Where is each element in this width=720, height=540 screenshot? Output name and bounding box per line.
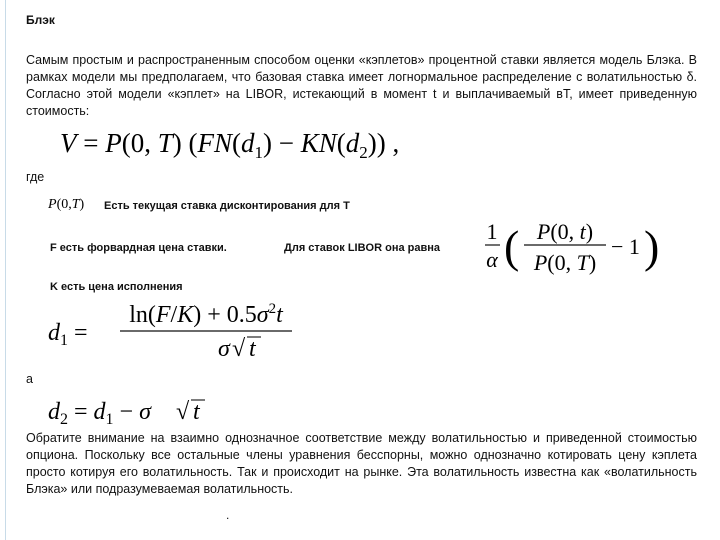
- svg-text:t: t: [193, 399, 200, 425]
- svg-text:σ: σ: [218, 336, 230, 362]
- where-label: где: [26, 170, 45, 184]
- svg-text:d1 =: $d_1$ =: [48, 320, 88, 349]
- svg-text:d2 = d1 − σ: $d_2 = d_1 - \sigma$: [48, 399, 151, 428]
- d1-formula: [48, 298, 298, 362]
- p0t-description: Есть текущая ставка дисконтирования для T: [104, 200, 350, 212]
- d2-formula: [48, 392, 218, 428]
- k-description: K есть цена исполнения: [50, 281, 183, 293]
- and-label: а: [26, 372, 33, 386]
- value-formula: [60, 123, 410, 163]
- svg-text:√: √: [176, 399, 190, 425]
- svg-text:V = P(0, T) (FN(d1) − KN(d2)): V = P(0, T) $(FN(d_1) - KN(d_2))$ ,: [60, 128, 400, 162]
- svg-text:− 1: − 1: [611, 234, 640, 259]
- svg-text:ln(F/K) + 0.5σ2t: $\ln(F/K) + 0.5\sigma^2t$: [129, 301, 283, 328]
- intro-paragraph: Самым простым и распространенным способом оценки «кэплетов» процентной ставки является модель Блэка. В рамках модели мы предполагаем, что базовая ставка имеет логнормальное распределение с волатильностью δ. Согласно этой модели «кэплет» на LIBOR, истекающий в момент t и выплачиваемый вT, имеет приведенную стоимость:: [26, 53, 697, 118]
- forward-rate-formula: [484, 212, 664, 278]
- svg-text:α: α: [486, 247, 498, 272]
- svg-text:P(0, T): P(0, T): [533, 250, 597, 275]
- f-description: F есть форвардная цена ставки.: [50, 242, 227, 254]
- closing-paragraph: Обратите внимание на взаимно однозначное соответствие между волатильностью и приведенной стоимостью опциона. Поскольку все остальные члены уравнения бесспорны, можно однозначно котировать цену кэплета просто котируя его волатильность. Так и происходит на рынке. Эта волатильность известна как «волатильность Блэка» или подразумеваемая волатильность.: [26, 431, 697, 496]
- svg-text:P(0, t): P(0, t): [536, 219, 594, 244]
- trailing-dot: .: [226, 508, 230, 522]
- svg-text:√: √: [232, 336, 246, 362]
- libor-description: Для ставок LIBOR она равна: [284, 242, 440, 254]
- svg-text:1: 1: [486, 219, 498, 244]
- svg-text:(: (: [504, 221, 520, 272]
- p0t-symbol: [48, 194, 98, 212]
- svg-text:P(0,T): P(0,T): [48, 197, 85, 212]
- svg-text:): ): [644, 221, 660, 272]
- document-title: Блэк: [26, 13, 55, 27]
- left-margin-rule: [5, 0, 6, 540]
- svg-text:t: t: [249, 336, 256, 362]
